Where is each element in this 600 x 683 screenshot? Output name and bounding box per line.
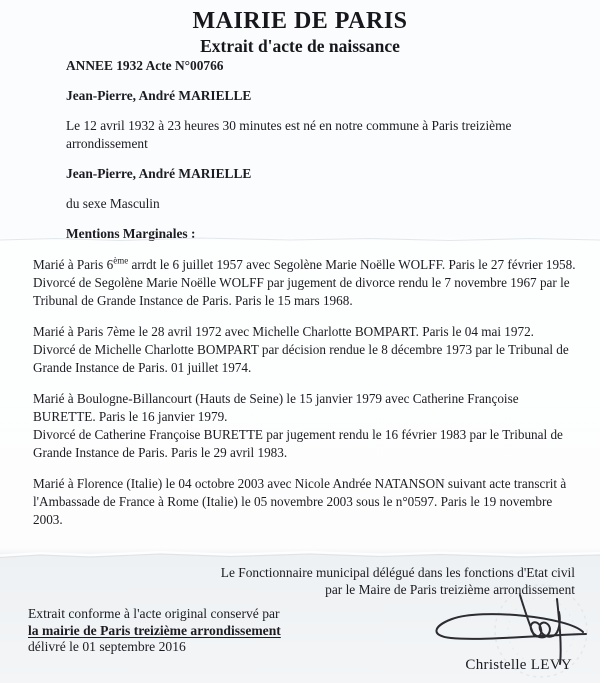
divorce-entry: Divorcé de Segolène Marie Noëlle WOLFF par jugement de divorce rendu le 7 novembre 1967 par le Tribunal de Grande Instance de Paris. Paris le 15 mars 1968. (33, 275, 570, 308)
sex-statement: du sexe Masculin (66, 196, 160, 211)
marriage-entry: Marié à Boulogne-Billancourt (Hauts de Seine) le 15 janvier 1979 avec Catherine Françoise BURETTE. Paris le 16 janvier 1979. (33, 391, 519, 424)
person-name: Jean-Pierre, André MARIELLE (66, 88, 252, 103)
mentions-heading: Mentions Marginales : (66, 226, 196, 241)
marriage-text: Marié à Paris 6 (33, 257, 114, 272)
divorce-entry: Divorcé de Catherine Françoise BURETTE par jugement rendu le 16 février 1983 par le Tribunal de Grande Instance de Paris. Paris le 29 avril 1983. (33, 427, 563, 460)
marriage-entry: Marié à Florence (Italie) le 04 octobre 2003 avec Nicole Andrée NATANSON suivant acte transcrit à l'Ambassade de France à Rome (Italie) le 05 novembre 2003 sous le n°0597. Paris le 19 novembre 2003. (33, 476, 567, 527)
marriage-entry: Marié à Paris 7ème le 28 avril 1972 avec Michelle Charlotte BOMPART. Paris le 04 mai 1972. (33, 324, 534, 339)
mention-paragraph-2 (33, 323, 576, 377)
divorce-entry: Divorcé de Michelle Charlotte BOMPART par décision rendue le 8 décembre 1973 par le Tribunal de Grande Instance de Paris. 01 juillet 1974. (33, 342, 569, 375)
conform-line-2: la mairie de Paris treizième arrondissement (28, 622, 281, 638)
identity-section (33, 57, 574, 243)
mention-paragraph-4 (33, 475, 576, 529)
marginal-mentions-section (33, 256, 576, 529)
birth-statement: Le 12 avril 1932 à 23 heures 30 minutes est né en notre commune à Paris treizième arrondissement (66, 118, 512, 151)
acte-number-line: ANNEE 1932 Acte N°00766 (66, 58, 224, 73)
marriage-text-cont: arrdt le 6 juillet 1957 avec Segolène Marie Noëlle WOLFF. Paris le 27 février 1958. (128, 257, 576, 272)
person-name-repeat: Jean-Pierre, André MARIELLE (66, 166, 252, 181)
conform-line-1: Extrait conforme à l'acte original conservé par (28, 606, 280, 621)
signatory-name: Christelle LEVY (465, 657, 572, 673)
official-line-1: Le Fonctionnaire municipal délégué dans les fonctions d'Etat civil (220, 565, 575, 580)
official-line-2: par le Maire de Paris treizième arrondissement (325, 582, 575, 597)
ordinal-superscript: ème (113, 255, 129, 266)
page-subtitle: Extrait d'acte de naissance (200, 36, 400, 56)
mention-paragraph-3 (33, 390, 576, 462)
conformity-block (28, 606, 281, 656)
paper-seam-bottom (0, 548, 600, 560)
mention-paragraph-1 (33, 256, 576, 310)
page-title: MAIRIE DE PARIS (192, 8, 408, 34)
marriage-entry (33, 256, 576, 274)
conform-line-3: délivré le 01 septembre 2016 (28, 639, 186, 654)
